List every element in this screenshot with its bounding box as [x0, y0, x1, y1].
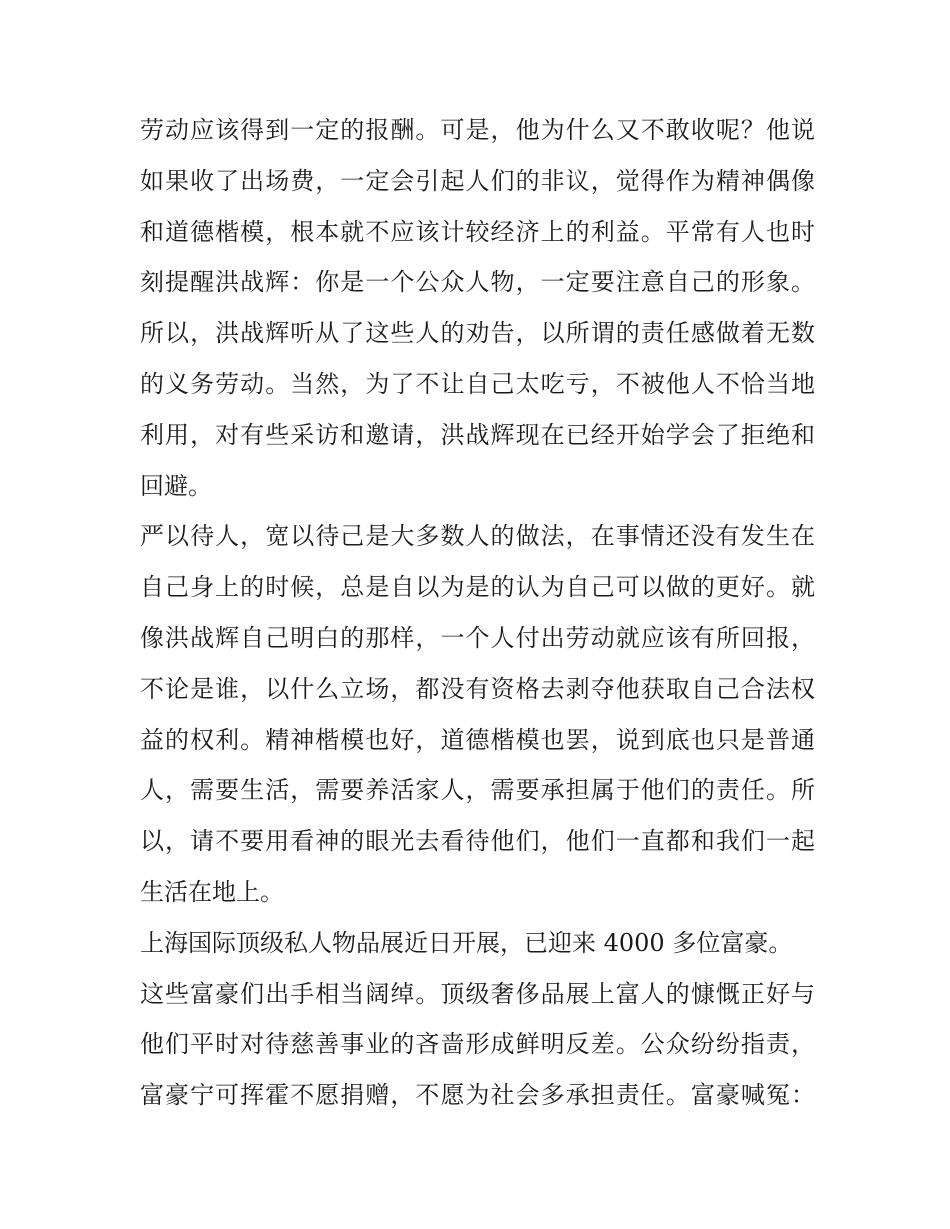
text-line: 生活在地上。 [140, 877, 284, 906]
text-line: 回避。 [140, 471, 212, 500]
text-line: 人，需要生活，需要养活家人，需要承担属于他们的责任。所 [140, 776, 815, 805]
text-line: 如果收了出场费，一定会引起人们的非议，觉得作为精神偶像 [140, 166, 815, 195]
text-line: 刻提醒洪战辉：你是一个公众人物，一定要注意自己的形象。 [140, 268, 815, 297]
text-line: 不论是谁，以什么立场，都没有资格去剥夺他获取自己合法权 [140, 674, 815, 703]
document-body [140, 105, 815, 1121]
text-line: 的义务劳动。当然，为了不让自己太吃亏，不被他人不恰当地 [140, 369, 815, 398]
text-line: 和道德楷模，根本就不应该计较经济上的利益。平常有人也时 [140, 217, 815, 246]
text-line: 上海国际顶级私人物品展近日开展，已迎来 4000 多位富豪。 [140, 928, 793, 957]
paragraph-3 [140, 918, 815, 1121]
text-line: 自己身上的时候，总是自以为是的认为自己可以做的更好。就 [140, 573, 815, 602]
text-line: 这些富豪们出手相当阔绰。顶级奢侈品展上富人的慷慨正好与 [140, 979, 815, 1008]
paragraph-2 [140, 511, 815, 917]
text-line: 益的权利。精神楷模也好，道德楷模也罢，说到底也只是普通 [140, 725, 815, 754]
text-line: 所以，洪战辉听从了这些人的劝告，以所谓的责任感做着无数 [140, 319, 815, 348]
text-line: 劳动应该得到一定的报酬。可是，他为什么又不敢收呢？他说 [140, 116, 815, 144]
text-line: 他们平时对待慈善事业的吝啬形成鲜明反差。公众纷纷指责， [140, 1030, 815, 1059]
text-line: 以，请不要用看神的眼光去看待他们，他们一直都和我们一起 [140, 827, 815, 856]
text-line: 富豪宁可挥霍不愿捐赠，不愿为社会多承担责任。富豪喊冤： [140, 1081, 815, 1110]
text-line: 像洪战辉自己明白的那样，一个人付出劳动就应该有所回报， [140, 623, 815, 652]
text-line: 利用，对有些采访和邀请，洪战辉现在已经开始学会了拒绝和 [140, 420, 815, 449]
text-line: 严以待人，宽以待己是大多数人的做法，在事情还没有发生在 [140, 522, 815, 551]
paragraph-1 [140, 105, 815, 511]
